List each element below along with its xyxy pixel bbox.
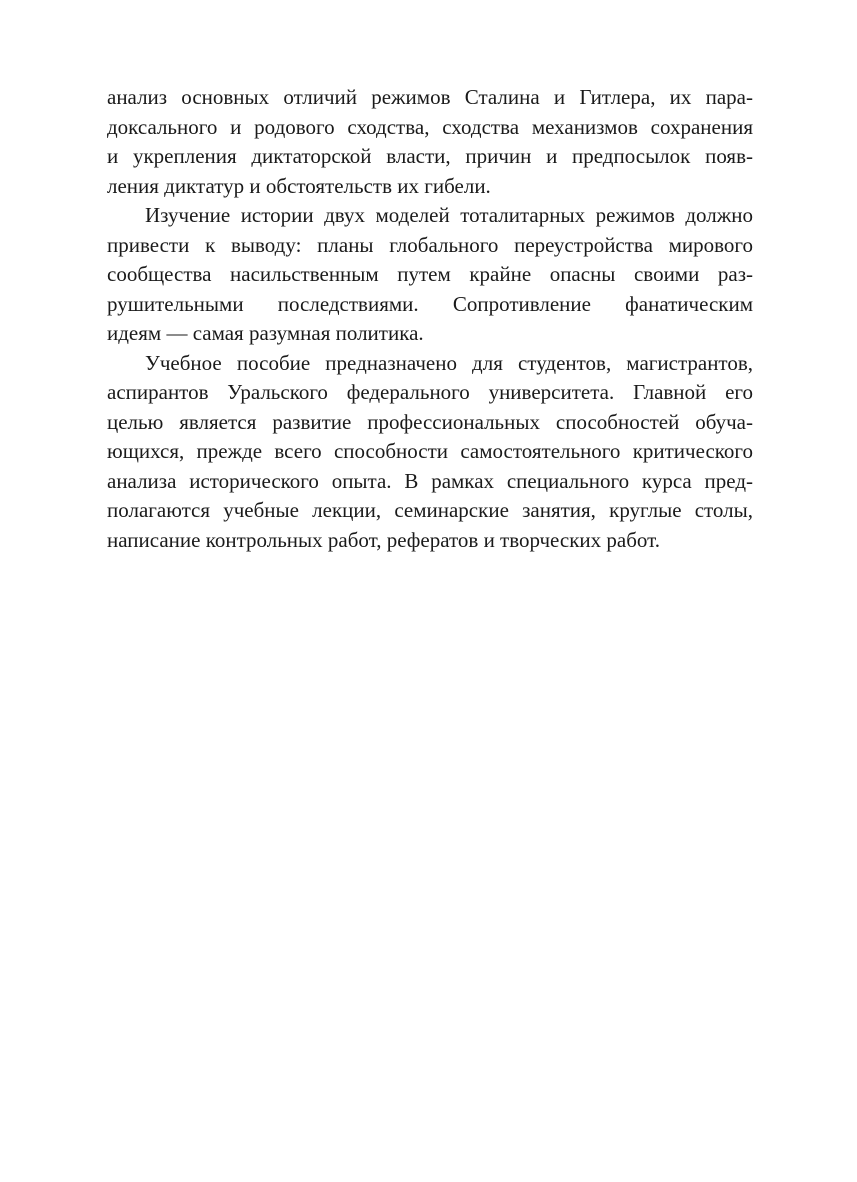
text-line: идеям — самая разумная политика. (107, 321, 424, 345)
text-line: сообщества насильственным путем крайне опасны своими раз- (107, 262, 753, 286)
body-text (107, 83, 753, 555)
text-line: аспирантов Уральского федерального университета. Главной его (107, 380, 753, 404)
text-line: и укрепления диктаторской власти, причин и предпосылок появ- (107, 144, 753, 168)
paragraph-3 (107, 349, 753, 556)
text-line: анализа исторического опыта. В рамках специального курса пред- (107, 468, 753, 493)
text-line: доксального и родового сходства, сходства механизмов сохранения (107, 114, 753, 139)
text-line: Учебное пособие предназначено для студентов, магистрантов, (145, 350, 753, 375)
text-line: привести к выводу: планы глобального переустройства мирового (107, 232, 753, 257)
text-line: целью является развитие профессиональных способностей обуча- (107, 409, 753, 434)
text-line: ющихся, прежде всего способности самостоятельного критического (107, 439, 753, 463)
paragraph-1 (107, 83, 753, 201)
text-line: ления диктатур и обстоятельств их гибели. (107, 173, 491, 198)
text-line: написание контрольных работ, рефератов и творческих работ. (107, 527, 660, 552)
text-line: Изучение истории двух моделей тоталитарных режимов должно (145, 203, 753, 227)
paragraph-2 (107, 201, 753, 349)
text-line: анализ основных отличий режимов Сталина и Гитлера, их пара- (107, 85, 753, 109)
text-line: полагаются учебные лекции, семинарские занятия, круглые столы, (107, 498, 753, 522)
text-line: рушительными последствиями. Сопротивление фанатическим (107, 291, 753, 316)
